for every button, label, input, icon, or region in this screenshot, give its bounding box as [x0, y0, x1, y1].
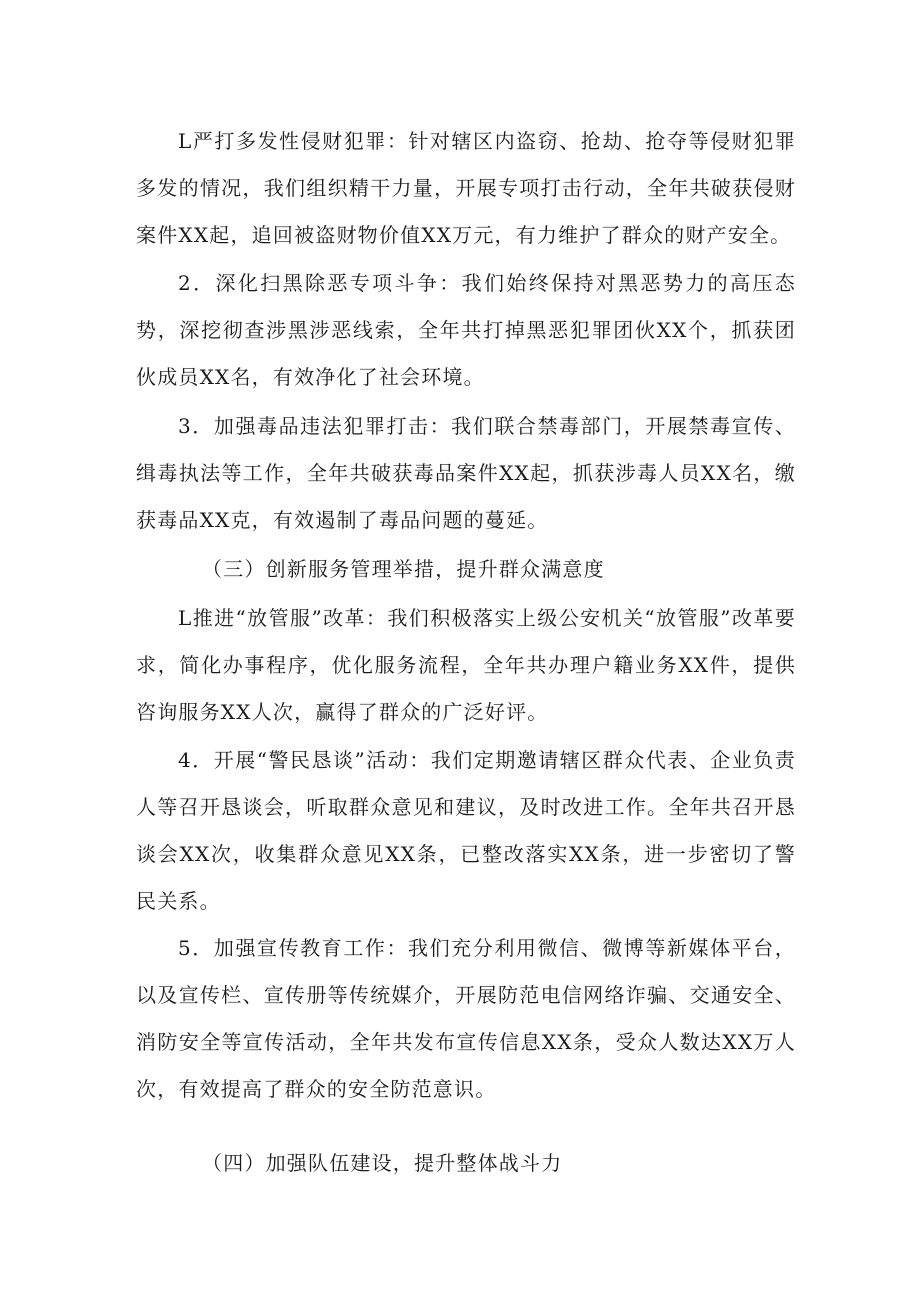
paragraph-police-community-talk: 4．开展“警民恳谈”活动：我们定期邀请辖区群众代表、企业负责人等召开恳谈会，听取群众意见和建议，及时改进工作。全年共召开恳谈会XX次，收集群众意见XX条，已整改落实XX条，进一步密切了警民关系。	[136, 748, 796, 913]
paragraph-anti-drug: 3．加强毒品违法犯罪打击：我们联合禁毒部门，开展禁毒宣传、缉毒执法等工作，全年共破获毒品案件XX起，抓获涉毒人员XX名，缴获毒品XX克，有效遏制了毒品问题的蔓延。	[136, 414, 796, 532]
paragraph-anti-gang: 2．深化扫黑除恶专项斗争：我们始终保持对黑恶势力的高压态势，深挖彻查涉黑涉恶线索，全年共打掉黑恶犯罪团伙XX个，抓获团伙成员XX名，有效净化了社会环境。	[136, 271, 796, 389]
paragraph-reform: L推进“放管服”改革：我们积极落实上级公安机关“放管服”改革要求，简化办事程序，优化服务流程，全年共办理户籍业务XX件，提供咨询服务XX人次，赢得了群众的广泛好评。	[136, 606, 796, 724]
paragraph-publicity-education: 5．加强宣传教育工作：我们充分利用微信、微博等新媒体平台，以及宣传栏、宣传册等传统媒介，开展防范电信网络诈骗、交通安全、消防安全等宣传活动，全年共发布宣传信息XX条，受众人数达XX万人次，有效提高了群众的安全防范意识。	[136, 936, 796, 1101]
section-heading-service: （三）创新服务管理举措，提升群众满意度	[202, 557, 605, 581]
paragraph-property-crime: L严打多发性侵财犯罪：针对辖区内盗窃、抢劫、抢夺等侵财犯罪多发的情况，我们组织精干力量，开展专项打击行动，全年共破获侵财案件XX起，追回被盗财物价值XX万元，有力维护了群众的财产安全。	[136, 129, 796, 247]
section-heading-team-building: （四）加强队伍建设，提升整体战斗力	[202, 1151, 563, 1175]
